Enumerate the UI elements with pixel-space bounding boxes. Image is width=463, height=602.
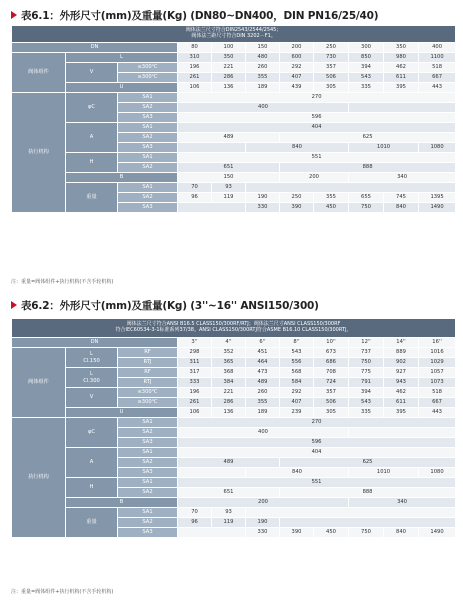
table-row: SA2 400: [12, 103, 456, 113]
table1-standard-note: 阀体法兰尺寸符合DIN2543/2544/2545； 阀体法兰距尺寸符合DIN 3202－F1。: [12, 26, 456, 43]
table-row: A SA1 404: [12, 448, 456, 458]
table-row: SA3 596: [12, 438, 456, 448]
table1: [11, 25, 456, 213]
table-row: V ≤300℃ 196 221 260 292 357 394 462 518: [12, 388, 456, 398]
table-row: DN 3'' 4'' 6'' 8'' 10'' 12'' 14'' 16'': [12, 338, 456, 348]
table2: [11, 318, 456, 538]
table-row: SA2 651 888: [12, 488, 456, 498]
table-row: V ≤300℃ 196 221 260 292 357 394 462 518: [12, 63, 456, 73]
table-row: SA2 96 119 190: [12, 518, 456, 528]
table-row: SA2 96 119 190 250 355 655 745 1395: [12, 193, 456, 203]
table-row: SA2 651 888: [12, 163, 456, 173]
table-row: RTJ 311 365 464 556 686 750 902 1029: [12, 358, 456, 368]
table-row: ≥300℃ 261 286 355 407 506 543 611 667: [12, 398, 456, 408]
table-row: 执行机构 φC SA1 270: [12, 93, 456, 103]
table-row: SA3 330 390 450 750 840 1490: [12, 528, 456, 538]
table-row: SA3 840 1010 1080: [12, 143, 456, 153]
table-row: SA2 489 625: [12, 458, 456, 468]
table-row: DN 80 100 150 200 250 300 350 400: [12, 43, 456, 53]
table-row: U 106 136 189 239 305 335 395 443: [12, 408, 456, 418]
table-row: H SA1 551: [12, 478, 456, 488]
table-row: 重量 SA1 70 93: [12, 183, 456, 193]
table-row: 阀体组件 L Cl.150 RF 298 352 451 543 673 737 889 1016: [12, 348, 456, 358]
table2-title: 表6.2：外形尺寸(mm)及重量(Kg) (3''~16'' ANSI150/300): [11, 298, 319, 313]
table2-standard-note: 阀体法兰尺寸符合ANSI B16.5 CLASS150/300RF/RTJ；阀体法兰尺寸ANSI CLASS150/300RF 符合IEC60534-3-1标准系列37/38。ANSI CLASS150/300RTJ符合ASME B16.10 CLASS150/300RTJ。: [12, 319, 456, 338]
table-row: 执行机构 φC SA1 270: [12, 418, 456, 428]
arrow-right-icon: [11, 11, 17, 19]
table-row: SA3 330 390 450 750 840 1490: [12, 203, 456, 213]
table1-note: 注：重量=阀体组件+执行机构(不含手轮机构): [11, 279, 114, 285]
table-row: 重量 SA1 70 93: [12, 508, 456, 518]
table-row: B 150 200 340: [12, 173, 456, 183]
table-row: ≥300℃ 261 286 355 407 506 543 611 667: [12, 73, 456, 83]
table-row: 阀体组件 L 310 350 480 600 730 850 980 1100: [12, 53, 456, 63]
table-row: U 106 136 189 439 305 335 395 443: [12, 83, 456, 93]
table-row: RTJ 333 384 489 584 724 791 943 1073: [12, 378, 456, 388]
table-row: SA3 840 1010 1080: [12, 468, 456, 478]
table-row: SA3 596: [12, 113, 456, 123]
table-row: SA2 400: [12, 428, 456, 438]
table2-note: 注：重量=阀体组件+执行机构(不含手轮机构): [11, 589, 114, 595]
table1-title: 表6.1：外形尺寸(mm)及重量(Kg) (DN80~DN400，DIN PN16/25/40): [11, 8, 378, 23]
arrow-right-icon: [11, 301, 17, 309]
table-row: A SA1 404: [12, 123, 456, 133]
table-row: H SA1 551: [12, 153, 456, 163]
table-row: B 200 340: [12, 498, 456, 508]
table-row: L Cl.300 RF 317 368 473 568 708 775 927 1057: [12, 368, 456, 378]
table-row: SA2 489 625: [12, 133, 456, 143]
